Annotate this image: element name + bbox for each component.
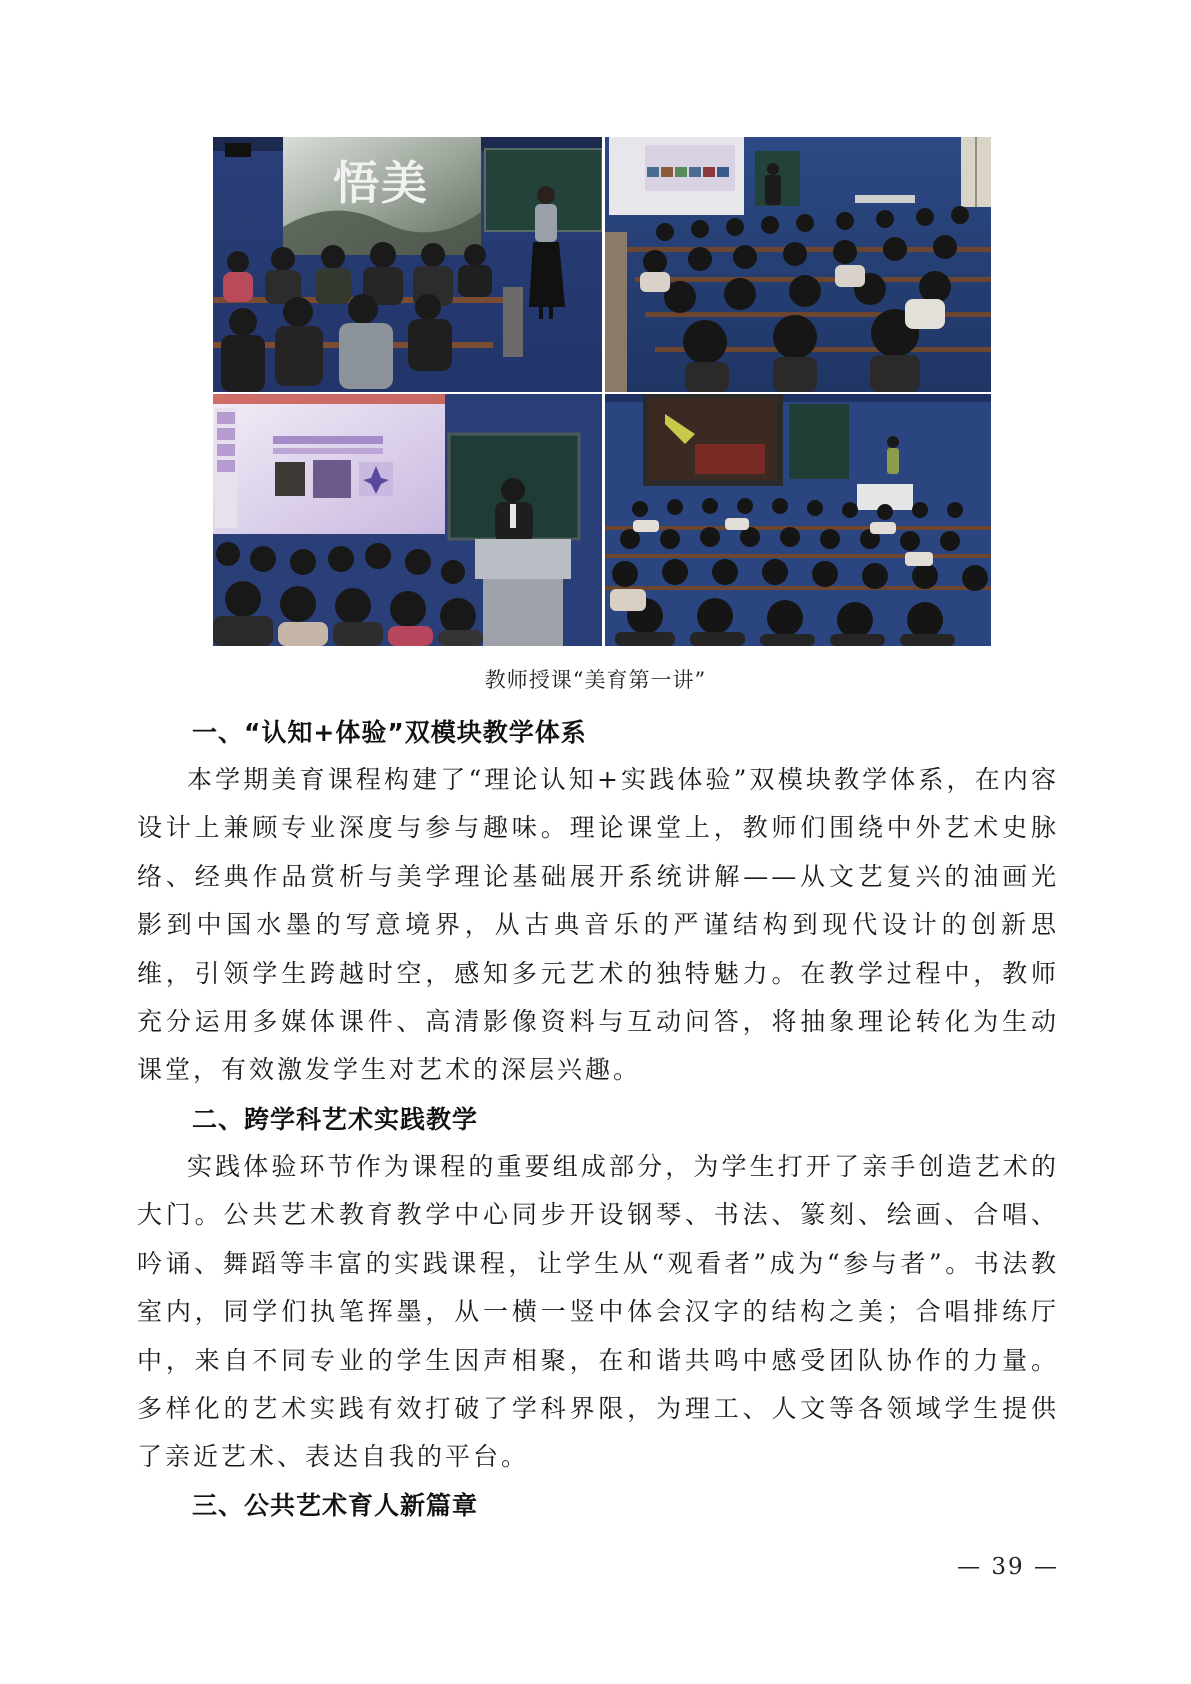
photo-teacher-podium: [213, 394, 602, 646]
photo-classroom-teacher-female: [213, 137, 602, 392]
photo-caption: 教师授课“美育第一讲”: [484, 668, 707, 692]
section-paragraph-2: 实践体验环节作为课程的重要组成部分，为学生打开了亲手创造艺术的大门。公共艺术教育教学中心同步开设钢琴、书法、篆刻、绘画、合唱、吟诵、舞蹈等丰富的实践课程，让学生从“观看者”成为“参与者”。书法教室内，同学们执笔挥墨，从一横一竖中体会汉字的结构之美；合唱排练厅中，来自不同专业的学生因声相聚，在和谐共鸣中感受团队协作的力量。多样化的艺术实践有效打破了学科界限，为理工、人文等各领域学生提供了亲近艺术、表达自我的平台。: [137, 1152, 1059, 1472]
section-heading-2: 二、跨学科艺术实践教学: [192, 1105, 479, 1134]
classroom-photo-3: [213, 394, 602, 646]
section-heading-1: 一、“认知+体验”双模块教学体系: [192, 718, 587, 747]
photo-lecture-hall-back: [605, 137, 991, 392]
section-heading-3: 三、公共艺术育人新篇章: [192, 1491, 479, 1520]
section-paragraph-1: 本学期美育课程构建了“理论认知+实践体验”双模块教学体系，在内容设计上兼顾专业深度与参与趣味。理论课堂上，教师们围绕中外艺术史脉络、经典作品赏析与美学理论基础展开系统讲解——从文艺复兴的油画光影到中国水墨的写意境界，从古典音乐的严谨结构到现代设计的创新思维，引领学生跨越时空，感知多元艺术的独特魅力。在教学过程中，教师充分运用多媒体课件、高清影像资料与互动问答，将抽象理论转化为生动课堂，有效激发学生对艺术的深层兴趣。: [137, 765, 1059, 1085]
photo-lecture-hall-front: [605, 394, 991, 646]
classroom-photo-2: [605, 137, 991, 392]
classroom-photo-1: [213, 137, 602, 392]
slide-title-text: 悟美: [333, 156, 429, 210]
photo-collage: [213, 137, 991, 646]
classroom-photo-4: [605, 394, 991, 646]
page-number: — 39 —: [957, 1554, 1059, 1580]
